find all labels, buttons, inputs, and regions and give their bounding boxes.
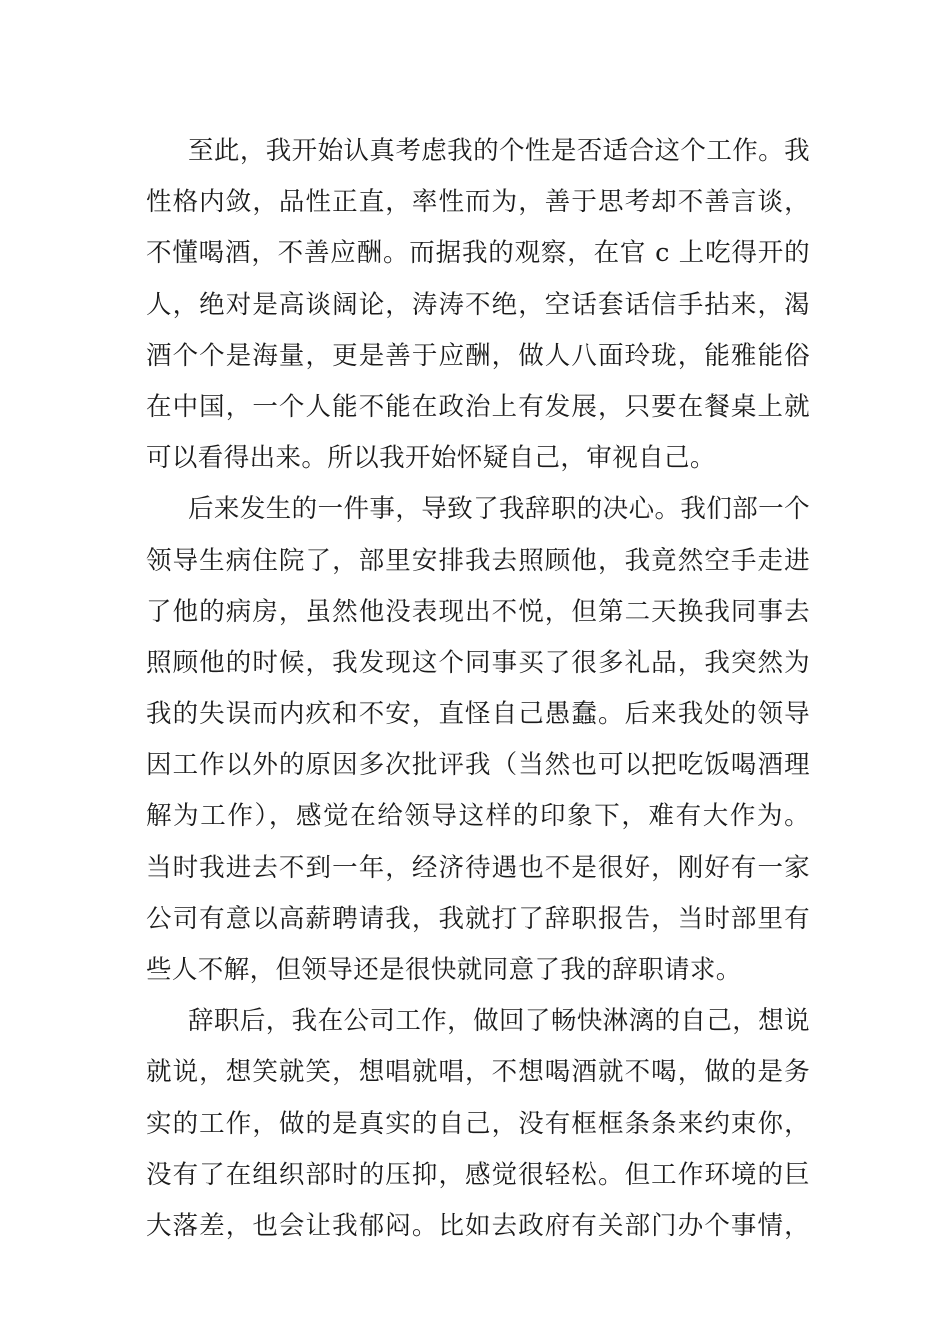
text-line: 公司有意以高薪聘请我，我就打了辞职报告，当时部里有 <box>146 903 810 934</box>
text-line: 些人不解，但领导还是很快就同意了我的辞职请求。 <box>146 955 742 985</box>
text-line: 性格内敛，品性正直，率性而为，善于思考却不善言谈， <box>146 187 810 218</box>
text-line: 在中国，一个人能不能在政治上有发展，只要在餐桌上就 <box>146 391 810 422</box>
paragraph <box>146 126 810 484</box>
text-line: 了他的病房，虽然他没表现出不悦，但第二天换我同事去 <box>146 596 810 627</box>
paragraph <box>146 484 810 996</box>
text-line: 后来发生的一件事，导致了我辞职的决心。我们部一个 <box>188 494 810 525</box>
text-line: 领导生病住院了，部里安排我去照顾他，我竟然空手走进 <box>146 545 810 576</box>
document-body <box>146 126 810 1252</box>
text-line: 照顾他的时候，我发现这个同事买了很多礼品，我突然为 <box>146 647 810 678</box>
text-line: 解为工作），感觉在给领导这样的印象下，难有大作为。 <box>146 801 810 832</box>
text-line: 人，绝对是高谈阔论，涛涛不绝，空话套话信手拈来，渴 <box>146 289 810 320</box>
text-line: 就说，想笑就笑，想唱就唱，不想喝酒就不喝，做的是务 <box>146 1057 810 1088</box>
text-line: 当时我进去不到一年，经济待遇也不是很好，刚好有一家 <box>146 852 810 883</box>
text-line: 没有了在组织部时的压抑，感觉很轻松。但工作环境的巨 <box>146 1159 810 1190</box>
text-line: 可以看得出来。所以我开始怀疑自己，审视自己。 <box>146 443 716 474</box>
text-line: 辞职后，我在公司工作，做回了畅快淋漓的自己，想说 <box>188 1006 810 1037</box>
text-line: 实的工作，做的是真实的自己，没有框框条条来约束你， <box>146 1108 810 1139</box>
paragraph <box>146 996 810 1252</box>
text-line: 大落差，也会让我郁闷。比如去政府有关部门办个事情， <box>146 1210 810 1241</box>
text-line: 酒个个是海量，更是善于应酬，做人八面玲珑，能雅能俗 <box>146 340 810 371</box>
text-line: 至此，我开始认真考虑我的个性是否适合这个工作。我 <box>188 136 810 166</box>
text-line: 因工作以外的原因多次批评我（当然也可以把吃饭喝酒理 <box>146 750 810 781</box>
text-line: 不懂喝酒，不善应酬。而据我的观察，在官 c 上吃得开的 <box>146 238 810 269</box>
text-line: 我的失误而内疚和不安，直怪自己愚蠢。后来我处的领导 <box>146 699 810 730</box>
